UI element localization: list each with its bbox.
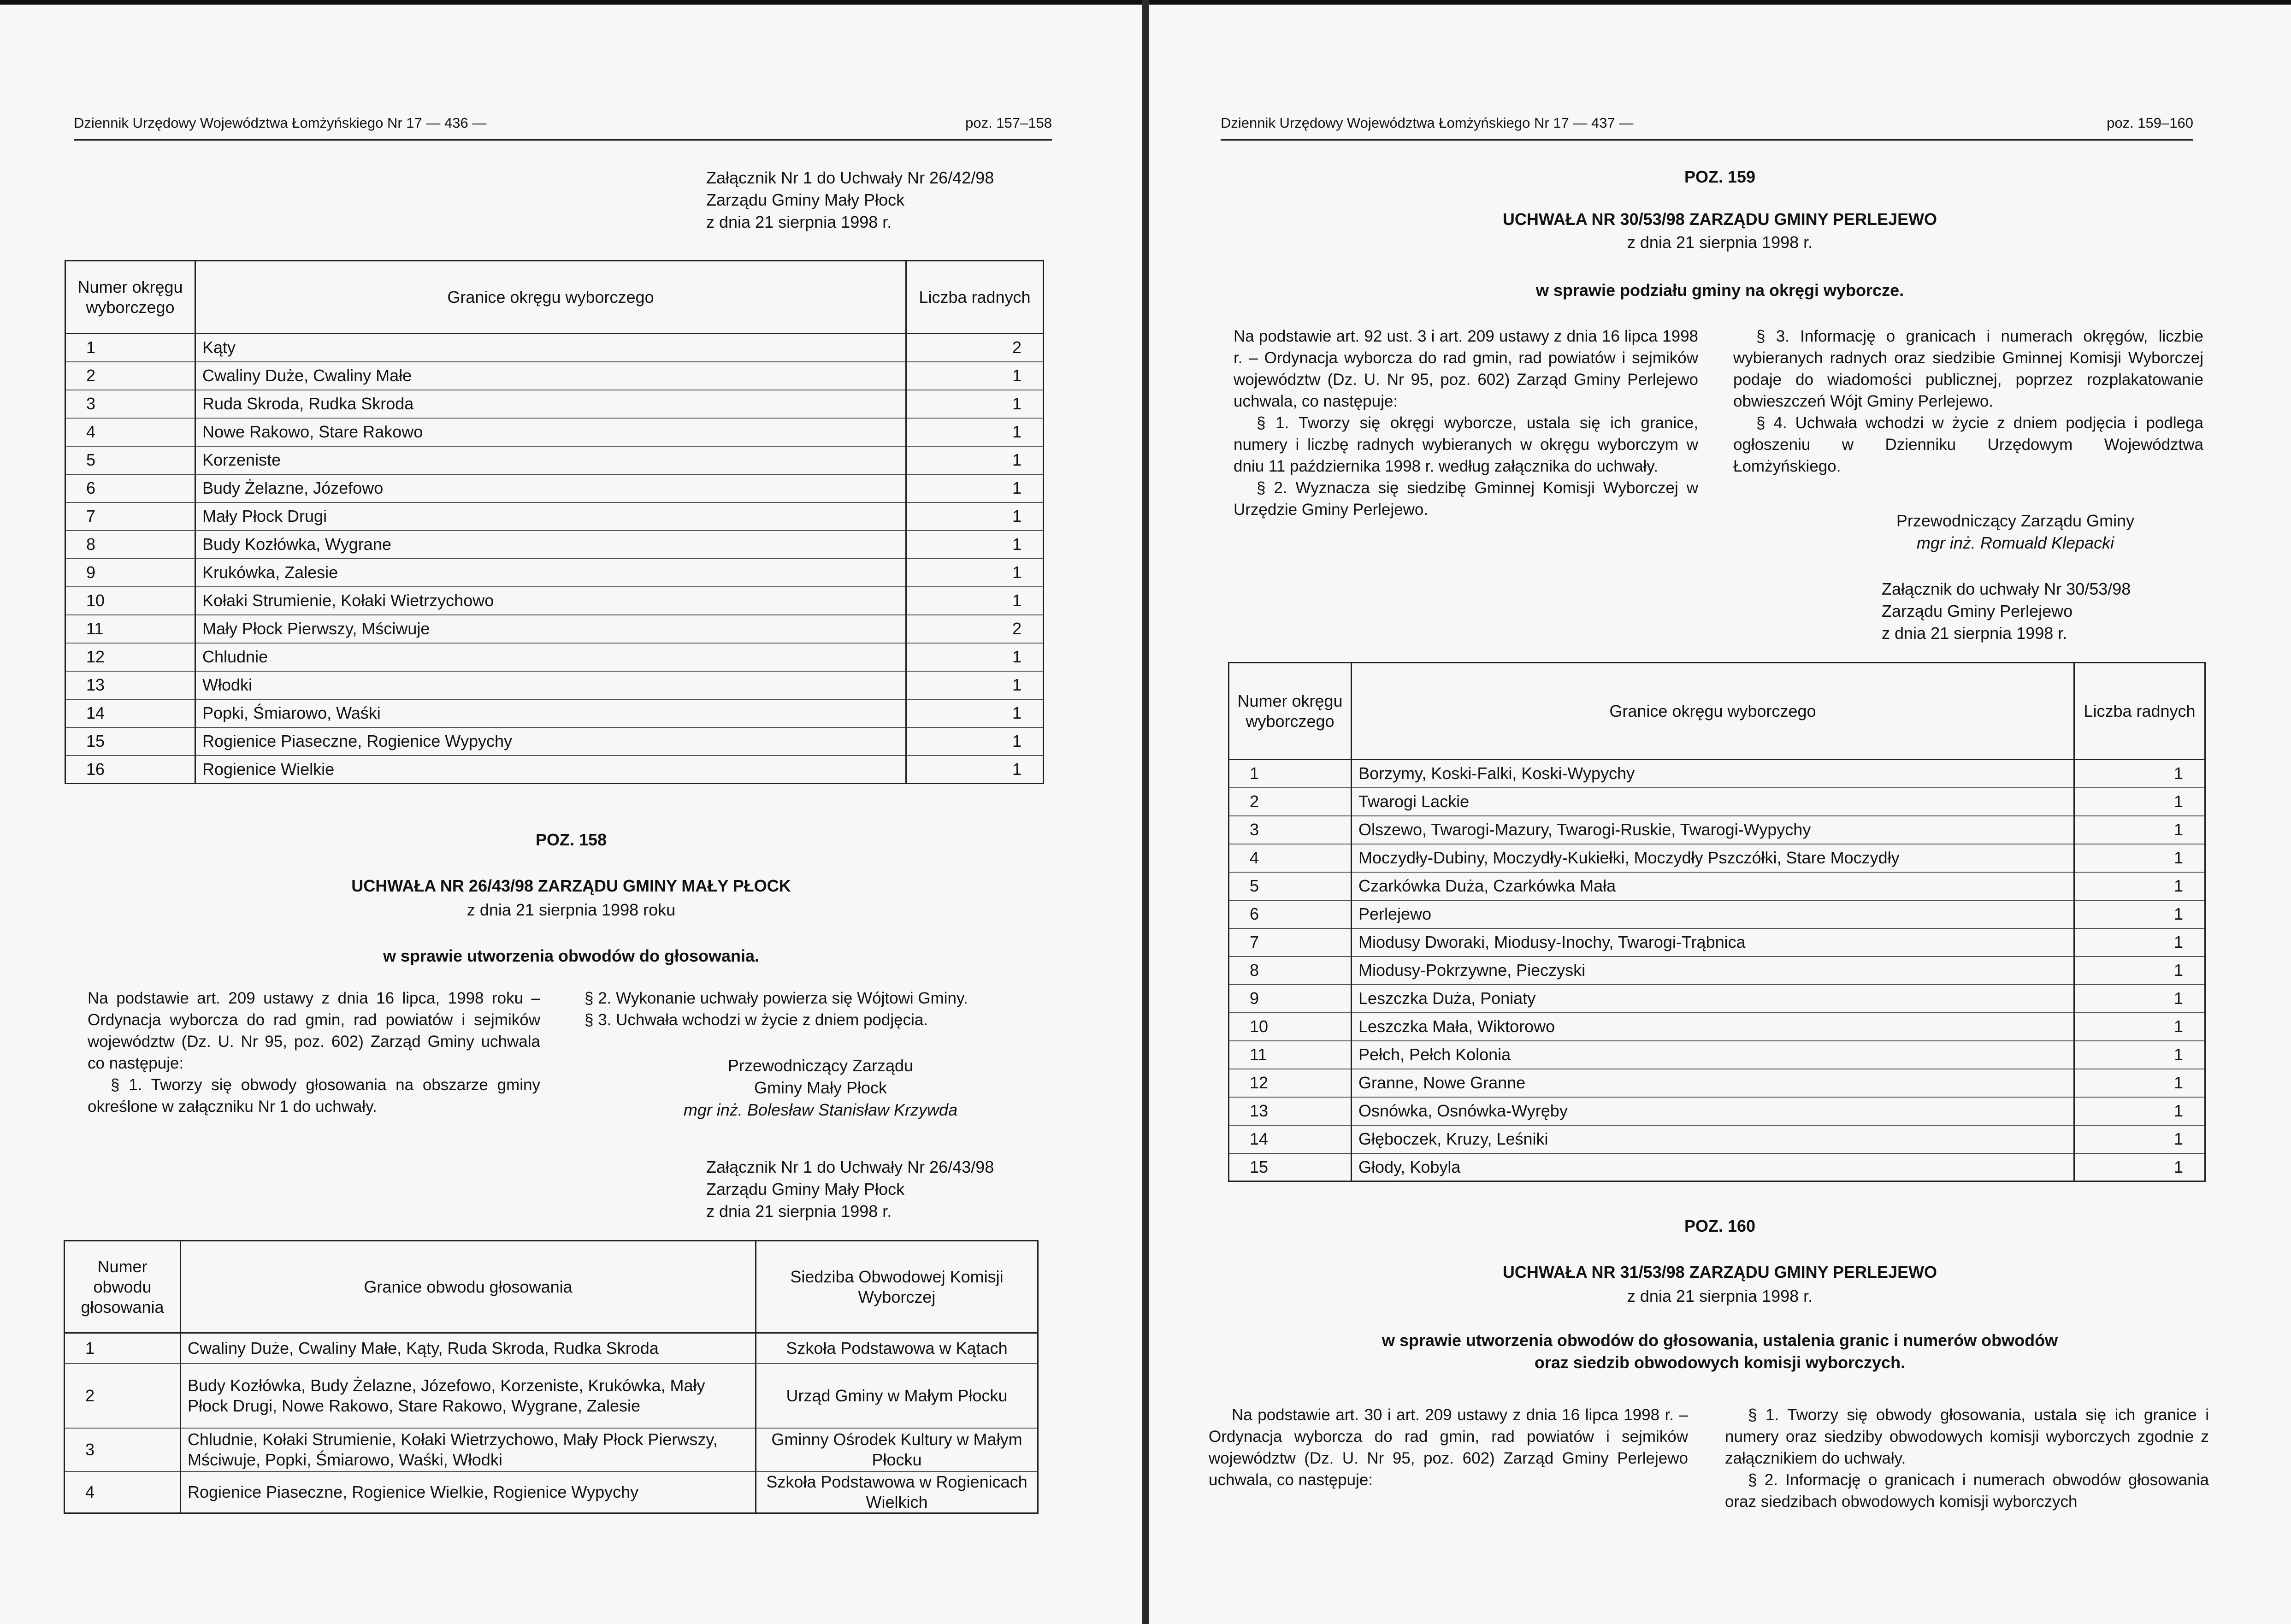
- row-value-cell: 1: [2074, 1153, 2205, 1181]
- row-number-cell: 2: [65, 1364, 181, 1428]
- table-row: [1229, 1097, 2205, 1125]
- row-value-cell: 1: [2074, 1069, 2205, 1097]
- row-value-cell: 1: [906, 727, 1044, 756]
- row-number-cell: 9: [1229, 985, 1352, 1013]
- resolution-date: z dnia 21 sierpnia 1998 roku: [466, 900, 676, 919]
- row-description-cell: Borzymy, Koski-Falki, Koski-Wypychy: [1352, 760, 2074, 788]
- row-number-cell: 7: [65, 502, 195, 531]
- row-number-cell: 2: [65, 362, 195, 390]
- page-gutter: [1142, 0, 1149, 1624]
- table-row: [65, 1333, 1038, 1364]
- row-description-cell: Osnówka, Osnówka-Wyręby: [1352, 1097, 2074, 1125]
- districts-table: [1228, 662, 2206, 1182]
- row-number-cell: 12: [1229, 1069, 1352, 1097]
- row-number-cell: 9: [65, 559, 195, 587]
- table-row: [65, 502, 1044, 531]
- row-value-cell: 1: [906, 643, 1044, 671]
- row-description-cell: Głęboczek, Kruzy, Leśniki: [1352, 1125, 2074, 1153]
- row-number-cell: 8: [1229, 957, 1352, 985]
- resolution-body-left: [88, 987, 540, 1117]
- row-number-cell: 14: [65, 699, 195, 727]
- table-row: [1229, 816, 2205, 844]
- row-value-cell: 1: [2074, 844, 2205, 872]
- table-row: [65, 446, 1044, 474]
- subject-line: oraz siedzib obwodowych komisji wyborczych.: [1534, 1353, 1906, 1372]
- signature-line: Przewodniczący Zarządu: [727, 1056, 914, 1075]
- row-value-cell: 1: [906, 559, 1044, 587]
- annex-line: z dnia 21 sierpnia 1998 r.: [706, 213, 892, 231]
- row-value-cell: 1: [2074, 1097, 2205, 1125]
- column-header: Numer okręgu wyborczego: [65, 261, 195, 334]
- row-number-cell: 13: [1229, 1097, 1352, 1125]
- row-description-cell: Olszewo, Twarogi-Mazury, Twarogi-Ruskie, Twarogi-Wypychy: [1352, 816, 2074, 844]
- row-description-cell: Leszczka Duża, Poniaty: [1352, 985, 2074, 1013]
- table-row: [65, 362, 1044, 390]
- row-value-cell: 1: [2074, 760, 2205, 788]
- resolution-body-right: [1733, 325, 2203, 477]
- row-value-cell: 1: [906, 362, 1044, 390]
- paragraph-4: § 4. Uchwała wchodzi w życie z dniem podjęcia i podlega ogłoszeniu w Dzienniku Urzędowym Województwa Łomżyńskiego.: [1733, 414, 2203, 475]
- row-description-cell: Moczydły-Dubiny, Moczydły-Kukiełki, Moczydły Pszczółki, Stare Moczydły: [1352, 844, 2074, 872]
- table-row: [1229, 1153, 2205, 1181]
- position-number: POZ. 159: [1684, 167, 1756, 186]
- signature-block: [1808, 510, 2223, 554]
- row-description-cell: Rogienice Piaseczne, Rogienice Wielkie, Rogienice Wypychy: [181, 1471, 756, 1513]
- row-description-cell: Budy Żelazne, Józefowo: [195, 474, 906, 502]
- row-value-cell: 1: [2074, 957, 2205, 985]
- annex-note: [1882, 578, 2214, 644]
- resolution-body-left: [1209, 1404, 1688, 1491]
- row-number-cell: 14: [1229, 1125, 1352, 1153]
- row-description-cell: Cwaliny Duże, Cwaliny Małe: [195, 362, 906, 390]
- resolution-date: z dnia 21 sierpnia 1998 r.: [1627, 1287, 1813, 1305]
- table-row: [1229, 957, 2205, 985]
- row-number-cell: 4: [65, 418, 195, 446]
- voting-districts-table: [64, 1240, 1039, 1514]
- row-description-cell: Mały Płock Drugi: [195, 502, 906, 531]
- table-row: [1229, 844, 2205, 872]
- signature-line: Przewodniczący Zarządu Gminy: [1896, 511, 2135, 530]
- row-description-cell: Perlejewo: [1352, 900, 2074, 928]
- resolution-subject: w sprawie utworzenia obwodów do głosowania.: [383, 946, 760, 965]
- row-number-cell: 3: [1229, 816, 1352, 844]
- row-number-cell: 15: [65, 727, 195, 756]
- row-description-cell: Krukówka, Zalesie: [195, 559, 906, 587]
- row-value-cell: 1: [906, 531, 1044, 559]
- row-number-cell: 10: [65, 587, 195, 615]
- row-description-cell: Mały Płock Pierwszy, Mściwuje: [195, 615, 906, 643]
- running-header: [1221, 112, 2193, 141]
- table-row: [1229, 872, 2205, 900]
- row-description-cell: Twarogi Lackie: [1352, 788, 2074, 816]
- row-number-cell: 2: [1229, 788, 1352, 816]
- table-row: [1229, 928, 2205, 957]
- table-row: [65, 474, 1044, 502]
- resolution-title: UCHWAŁA NR 26/43/98 ZARZĄDU GMINY MAŁY PŁOCK: [351, 876, 791, 895]
- row-value-cell: 1: [906, 418, 1044, 446]
- row-value-cell: 1: [906, 390, 1044, 418]
- row-value-cell: 2: [906, 615, 1044, 643]
- row-description-cell: Korzeniste: [195, 446, 906, 474]
- row-number-cell: 8: [65, 531, 195, 559]
- table-body: [65, 334, 1044, 784]
- header-title: Dziennik Urzędowy Województwa Łomżyńskiego Nr 17 — 437 —: [1221, 115, 1634, 131]
- annex-line: Zarządu Gminy Mały Płock: [706, 1180, 905, 1199]
- legal-basis: Na podstawie art. 209 ustawy z dnia 16 lipca, 1998 roku – Ordynacja wyborcza do rad gmin, rad powiatów i sejmików województw (Dz. U. Nr 95, poz. 602) Zarząd Gminy uchwala co następuje:: [88, 989, 540, 1072]
- signature-line: Gminy Mały Płock: [754, 1078, 887, 1097]
- table-row: [1229, 985, 2205, 1013]
- column-header: Liczba radnych: [906, 261, 1044, 334]
- row-value-cell: 1: [906, 699, 1044, 727]
- row-description-cell: Rogienice Piaseczne, Rogienice Wypychy: [195, 727, 906, 756]
- paragraph-2: § 2. Informację o granicach i numerach obwodów głosowania oraz siedzibach obwodowych komisji wyborczych: [1725, 1471, 2209, 1511]
- row-number-cell: 4: [65, 1471, 181, 1513]
- row-description-cell: Granne, Nowe Granne: [1352, 1069, 2074, 1097]
- row-number-cell: 13: [65, 671, 195, 699]
- table-row: [65, 1428, 1038, 1471]
- row-description-cell: Miodusy Dworaki, Miodusy-Inochy, Twarogi-Trąbnica: [1352, 928, 2074, 957]
- row-value-cell: 2: [906, 334, 1044, 362]
- row-description-cell: Pełch, Pełch Kolonia: [1352, 1041, 2074, 1069]
- table-row: [65, 756, 1044, 784]
- table-row: [65, 1471, 1038, 1513]
- row-value-cell: 1: [2074, 1125, 2205, 1153]
- annex-note: [706, 1156, 1057, 1222]
- row-value-cell: 1: [906, 756, 1044, 784]
- row-number-cell: 6: [1229, 900, 1352, 928]
- row-description-cell: Miodusy-Pokrzywne, Pieczyski: [1352, 957, 2074, 985]
- table-row: [65, 699, 1044, 727]
- table-row: [65, 390, 1044, 418]
- row-number-cell: 7: [1229, 928, 1352, 957]
- row-number-cell: 1: [1229, 760, 1352, 788]
- resolution-body-right: [585, 987, 1069, 1031]
- annex-line: Zarządu Gminy Mały Płock: [706, 190, 905, 209]
- row-description-cell: Czarkówka Duża, Czarkówka Mała: [1352, 872, 2074, 900]
- row-description-cell: Chludnie: [195, 643, 906, 671]
- table-row: [65, 727, 1044, 756]
- table-row: [65, 587, 1044, 615]
- table-row: [1229, 788, 2205, 816]
- row-value-cell: Urząd Gminy w Małym Płocku: [756, 1364, 1038, 1428]
- header-position: poz. 157–158: [965, 115, 1052, 131]
- districts-table: [65, 260, 1044, 784]
- header-title: Dziennik Urzędowy Województwa Łomżyńskiego Nr 17 — 436 —: [74, 115, 487, 131]
- column-header: Liczba radnych: [2074, 663, 2205, 760]
- row-value-cell: 1: [2074, 872, 2205, 900]
- left-page: [0, 5, 1142, 1624]
- table-row: [65, 334, 1044, 362]
- row-value-cell: 1: [2074, 788, 2205, 816]
- row-number-cell: 15: [1229, 1153, 1352, 1181]
- annex-line: Załącznik Nr 1 do Uchwały Nr 26/42/98: [706, 168, 994, 187]
- resolution-subject: [1149, 1329, 2291, 1374]
- running-header: [74, 112, 1052, 141]
- row-value-cell: 1: [2074, 900, 2205, 928]
- row-number-cell: 3: [65, 1428, 181, 1471]
- row-value-cell: Szkoła Podstawowa w Kątach: [756, 1333, 1038, 1364]
- annex-line: Zarządu Gminy Perlejewo: [1882, 602, 2073, 620]
- row-number-cell: 5: [1229, 872, 1352, 900]
- row-number-cell: 4: [1229, 844, 1352, 872]
- table-header-row: [65, 1241, 1038, 1333]
- column-header: Granice obwodu głosowania: [181, 1241, 756, 1333]
- row-value-cell: 1: [906, 502, 1044, 531]
- annex-line: z dnia 21 sierpnia 1998 r.: [706, 1202, 892, 1221]
- header-position: poz. 159–160: [2107, 115, 2193, 131]
- row-description-cell: Leszczka Mała, Wiktorowo: [1352, 1013, 2074, 1041]
- legal-basis: Na podstawie art. 30 i art. 209 ustawy z dnia 16 lipca 1998 r. – Ordynacja wyborcza do rad gmin, rad powiatów i sejmików województw (Dz. U. Nr 95, poz. 602) Zarząd Gminy Perlejewo uchwala, co następuje:: [1209, 1406, 1688, 1489]
- legal-basis: Na podstawie art. 92 ust. 3 i art. 209 ustawy z dnia 16 lipca 1998 r. – Ordynacja wyborcza do rad gmin, rad powiatów i sejmików województw (Dz. U. Nr 95, poz. 602) Zarząd Gminy Perlejewo uchwala, co następuje:: [1234, 327, 1698, 410]
- row-value-cell: 1: [2074, 1013, 2205, 1041]
- row-description-cell: Rogienice Wielkie: [195, 756, 906, 784]
- row-number-cell: 12: [65, 643, 195, 671]
- paragraph-1: § 1. Tworzy się obwody głosowania, ustala się ich granice i numery oraz siedziby obwodowych komisji wyborczych zgodnie z załącznikiem do uchwały.: [1725, 1406, 2209, 1467]
- table-row: [1229, 760, 2205, 788]
- table-row: [1229, 1125, 2205, 1153]
- row-number-cell: 11: [65, 615, 195, 643]
- row-value-cell: 1: [2074, 985, 2205, 1013]
- row-value-cell: 1: [2074, 928, 2205, 957]
- row-value-cell: Szkoła Podstawowa w Rogienicach Wielkich: [756, 1471, 1038, 1513]
- annex-line: Załącznik Nr 1 do Uchwały Nr 26/43/98: [706, 1157, 994, 1176]
- table-row: [65, 615, 1044, 643]
- row-value-cell: 1: [2074, 1041, 2205, 1069]
- row-value-cell: 1: [906, 587, 1044, 615]
- row-value-cell: 1: [2074, 816, 2205, 844]
- row-number-cell: 1: [65, 1333, 181, 1364]
- signatory-name: mgr inż. Bolesław Stanisław Krzywda: [683, 1100, 958, 1119]
- row-description-cell: Budy Kozłówka, Budy Żelazne, Józefowo, Korzeniste, Krukówka, Mały Płock Drugi, Nowe Rakowo, Stare Rakowo, Wygrane, Zalesie: [181, 1364, 756, 1428]
- subject-line: w sprawie utworzenia obwodów do głosowania, ustalenia granic i numerów obwodów: [1382, 1331, 2058, 1350]
- row-value-cell: 1: [906, 474, 1044, 502]
- paragraph-3: § 3. Informację o granicach i numerach okręgów, liczbie wybieranych radnych oraz siedzibie Gminnej Komisji Wyborczej podaje do wiadomości publicznej, poprzez rozplakatowanie obwieszczeń Wójt Gminy Perlejewo.: [1733, 327, 2203, 410]
- table-header-row: [65, 261, 1044, 334]
- table-header-row: [1229, 663, 2205, 760]
- paragraph-3: § 3. Uchwała wchodzi w życie z dniem podjęcia.: [585, 1011, 928, 1029]
- row-value-cell: 1: [906, 446, 1044, 474]
- signatory-name: mgr inż. Romuald Klepacki: [1916, 533, 2114, 552]
- row-description-cell: Nowe Rakowo, Stare Rakowo: [195, 418, 906, 446]
- position-number: POZ. 158: [535, 830, 607, 849]
- row-number-cell: 10: [1229, 1013, 1352, 1041]
- resolution-title: UCHWAŁA NR 30/53/98 ZARZĄDU GMINY PERLEJEWO: [1502, 210, 1937, 229]
- table-row: [65, 671, 1044, 699]
- position-number: POZ. 160: [1684, 1217, 1756, 1235]
- row-description-cell: Chludnie, Kołaki Strumienie, Kołaki Wietrzychowo, Mały Płock Pierwszy, Mściwuje, Popki, Śmiarowo, Waśki, Włodki: [181, 1428, 756, 1471]
- table-body: [1229, 760, 2205, 1181]
- column-header: Granice okręgu wyborczego: [195, 261, 906, 334]
- table-row: [1229, 1069, 2205, 1097]
- row-number-cell: 11: [1229, 1041, 1352, 1069]
- row-number-cell: 3: [65, 390, 195, 418]
- row-number-cell: 6: [65, 474, 195, 502]
- table-row: [1229, 1013, 2205, 1041]
- paragraph-1: § 1. Tworzy się obwody głosowania na obszarze gminy określone w załączniku Nr 1 do uchwały.: [88, 1076, 540, 1116]
- table-row: [65, 1364, 1038, 1428]
- row-number-cell: 16: [65, 756, 195, 784]
- row-value-cell: 1: [906, 671, 1044, 699]
- table-row: [65, 418, 1044, 446]
- row-value-cell: Gminny Ośrodek Kultury w Małym Płocku: [756, 1428, 1038, 1471]
- row-number-cell: 1: [65, 334, 195, 362]
- table-row: [65, 559, 1044, 587]
- row-number-cell: 5: [65, 446, 195, 474]
- resolution-date: z dnia 21 sierpnia 1998 r.: [1627, 233, 1813, 252]
- row-description-cell: Ruda Skroda, Rudka Skroda: [195, 390, 906, 418]
- table-row: [1229, 1041, 2205, 1069]
- row-description-cell: Kołaki Strumienie, Kołaki Wietrzychowo: [195, 587, 906, 615]
- paragraph-2: § 2. Wyznacza się siedzibę Gminnej Komisji Wyborczej w Urzędzie Gminy Perlejewo.: [1234, 479, 1698, 519]
- table-body: [65, 1333, 1038, 1513]
- column-header: Siedziba Obwodowej Komisji Wyborczej: [756, 1241, 1038, 1333]
- column-header: Numer okręgu wyborczego: [1229, 663, 1352, 760]
- annex-line: z dnia 21 sierpnia 1998 r.: [1882, 624, 2067, 643]
- annex-note: [706, 167, 1057, 233]
- row-description-cell: Popki, Śmiarowo, Waśki: [195, 699, 906, 727]
- row-description-cell: Cwaliny Duże, Cwaliny Małe, Kąty, Ruda Skroda, Rudka Skroda: [181, 1333, 756, 1364]
- right-page: [1149, 5, 2291, 1624]
- resolution-title: UCHWAŁA NR 31/53/98 ZARZĄDU GMINY PERLEJEWO: [1502, 1263, 1937, 1281]
- row-description-cell: Budy Kozłówka, Wygrane: [195, 531, 906, 559]
- resolution-body-left: [1234, 325, 1698, 520]
- annex-line: Załącznik do uchwały Nr 30/53/98: [1882, 579, 2131, 598]
- table-row: [1229, 900, 2205, 928]
- paragraph-1: § 1. Tworzy się okręgi wyborcze, ustala się ich granice, numery i liczbę radnych wybieranych w okręgu wyborczym w dniu 11 października 1998 r. według załącznika do uchwały.: [1234, 414, 1698, 475]
- row-description-cell: Kąty: [195, 334, 906, 362]
- row-description-cell: Głody, Kobyla: [1352, 1153, 2074, 1181]
- signature-block: [595, 1055, 1046, 1121]
- table-row: [65, 643, 1044, 671]
- row-description-cell: Włodki: [195, 671, 906, 699]
- paragraph-2: § 2. Wykonanie uchwały powierza się Wójtowi Gminy.: [585, 989, 968, 1007]
- table-row: [65, 531, 1044, 559]
- column-header: Granice okręgu wyborczego: [1352, 663, 2074, 760]
- column-header: Numer obwodu głosowania: [65, 1241, 181, 1333]
- resolution-body-right: [1725, 1404, 2209, 1512]
- resolution-subject: w sprawie podziału gminy na okręgi wyborcze.: [1535, 281, 1904, 300]
